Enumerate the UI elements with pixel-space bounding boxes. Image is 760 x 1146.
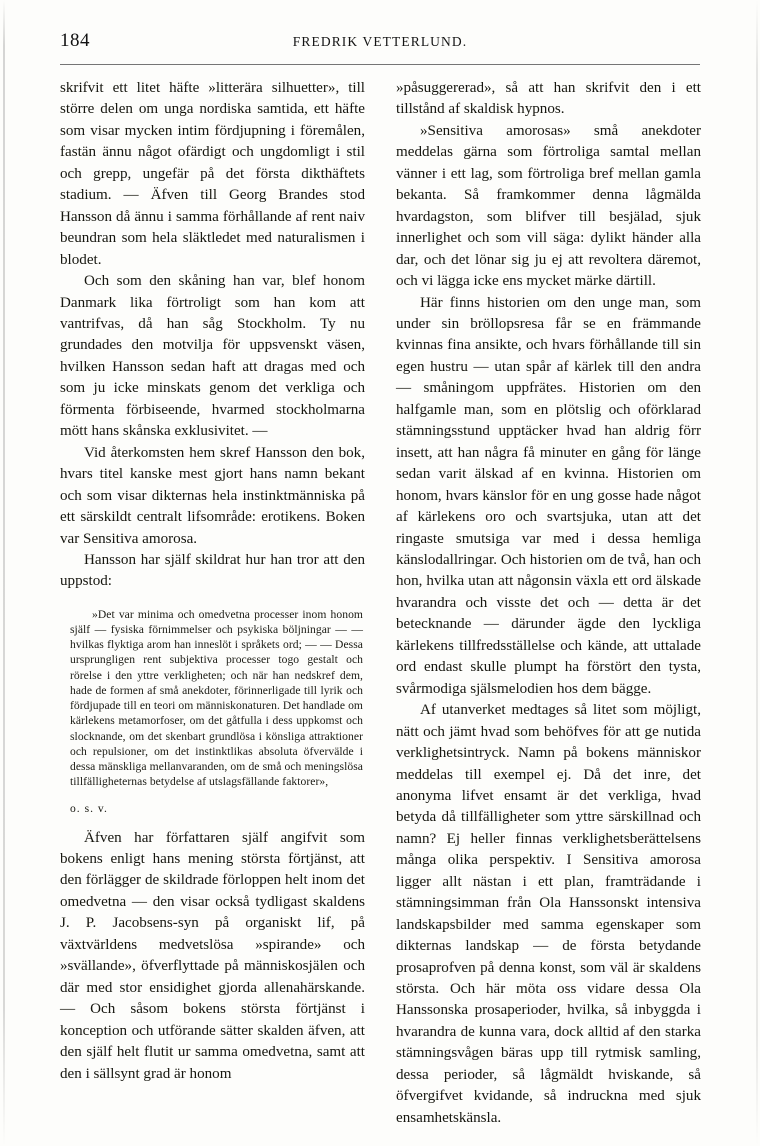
paragraph: Vid återkomsten hem skref Hansson den bok, hvars titel kanske mest gjort hans namn bekant och som visar dikternas hela instinktmänniska på ett särskildt centralt lifsområde: erotikens. Boken var Sensitiva amorosa. bbox=[60, 444, 365, 547]
column-left bbox=[60, 78, 365, 1085]
paragraph: »Sensitiva amorosas» små anekdoter meddelas gärna som förtroliga samtal mellan vänner i ett lag, som förtroliga bref mellan gamla bekanta. Så framkommer denna lågmälda hvardagston, som blifver till besjälad, sjuk innerlighet och som vill säga: dylikt händer alla dar, och det lönar sig ju ej att revoltera däremot, och vi lägga icke ens mycket märke därtill. bbox=[396, 122, 701, 290]
paragraph: Af utanverket medtages så litet som möjligt, nätt och jämt hvad som behöfves för att ge nutida verklighetsintryck. Namn på bokens människor meddelas till exempel ej. Då det inre, det anonyma lifvet ensamt är det verkliga, hvad betyda då tillfälligheter som yttre särskillnad och namn? Ej heller finnas verklighetsberättelsens många olika perspektiv. I Sensitiva amorosa ligger allt nästan i ett plan, framträdande i stämningsimman från Ola Hanssonskt intensiva landskapsbilder med samma egenskaper som dikternas landskap — de första betydande prosaprofven på denna konst, som väl är skaldens största. Och här möta oss vidare dessa Ola Hanssonska prosaperioder, hvilka, så inbyggda i hvarandra de kunna vara, dock alltid af den starka stämningsvågen bäras upp till rytmisk samling, dessa perioder, så lågmäldt hviskande, så öfvergifvet kvidande, så indruckna med sjuk ensamhetskänsla. bbox=[396, 702, 701, 1126]
page-number: 184 bbox=[60, 30, 90, 51]
body-columns bbox=[0, 78, 760, 1126]
running-title: FREDRIK VETTERLUND. bbox=[292, 34, 468, 49]
paragraph: Och som den skåning han var, blef honom Danmark lika förtroligt som han kom att vantrifvas, då han såg Stockholm. Ty nu grundades den motvilja för uppsvenskt väsen, hvilken Hansson sedan haft att dragas med och som ju icke minskats genom det verkliga och förmenta förbiseende, hvarmed stockholmarna mött hans skånska exklusivitet. — bbox=[60, 273, 365, 440]
paragraph: »påsuggererad», så att han skrifvit den i ett tillstånd af skaldisk hypnos. bbox=[396, 80, 701, 118]
column-right bbox=[396, 78, 701, 1129]
paragraph: Här finns historien om den unge man, som under sin bröllopsresa får se en främmande kvinnas fina ansikte, och hvars förhållande till sin egen hustru — utan spår af kärlek till den andra — småningom uppfrätes. Historien om den halfgamle man, som en plötslig och oförklarad stämningsstund upptäcker hvad han aldrig förr insett, att han några få minuter en gång för länge sedan varit älskad af en kvinna. Historien om honom, hvars känslor för en ung gosse hade något af kärlekens oro och svartsjuka, utan att det ringaste smutsiga var med i dessa hemliga känslodallringar. Och historien om de två, han och hon, hvilka utan att någonsin växla ett ord älskade hvarandra och visste det och — detta är det betecknande — därunder ägde den lyckliga kärlekens tillfredsställelse och kände, att uttalade ord endast skulle plumpt ha förstört den tysta, svårmodiga själsmelodien hos dem bägge. bbox=[396, 294, 701, 697]
paragraph: Äfven har författaren själf angifvit som bokens enligt hans mening största förtjänst, att den förlägger de skildrade förloppen helt inom det omedvetna — den visar också tydligast skaldens J. P. Jacobsens-syn på organiskt lif, på växtvärldens medvetslösa »spirande» och »svällande», öfverflyttade på människosjälen och där med stor ensidighet gjorda allenahärskande. — Och såsom bokens största förtjänst i konception och utförande sätter skalden äfven, att den själf helt flutit ur samma omedvetna, samt att den i sällsynt grad är honom bbox=[60, 829, 365, 1082]
paragraph: Hansson har själf skildrat hur han tror att den uppstod: bbox=[60, 551, 365, 590]
block-quotation: »Det var minima och omedvetna processer inom honom själf — fysiska förnimmelser och psykiska böljningar — — hvilkas flyktiga arom han inneslöt i språkets ord; — — Dessa ursprungligen rent subjektiva processer togo gestalt och rörelse i den yttre verkligheten; och när han nedskref dem, hade de formen af små anekdoter, förinnerligade till lyrik och fördjupade till en teori om människonaturen. Det handlade om kärlekens metamorfoser, om det gåtfulla i dess uppkomst och slocknande, om det skenbart grundlösa i könsliga attraktioner och repulsioner, om det instinktlikas absoluta öfvervälde i dessa mänskliga mellanvaranden, om de små och meningslösa tillfälligheternas betydelse af utslagsfällande faktorer», bbox=[70, 607, 363, 789]
running-head bbox=[60, 30, 700, 64]
block-quotation-tail: o. s. v. bbox=[70, 802, 108, 816]
paragraph: skrifvit ett litet häfte »litterära silhuetter», till större delen om unga nordiska samtida, ett häfte som visar mycken intim fördjupning i föremålen, fastän ännu något ofärdigt och ungdomligt i stil och grepp, ungefär på det första dikthäftets stadium. — Äfven till Georg Brandes stod Hansson då ännu i samma förhållande af rent naiv beundran som hela släktledet med naturalismen i blodet. bbox=[60, 80, 365, 268]
header-rule bbox=[60, 64, 700, 65]
